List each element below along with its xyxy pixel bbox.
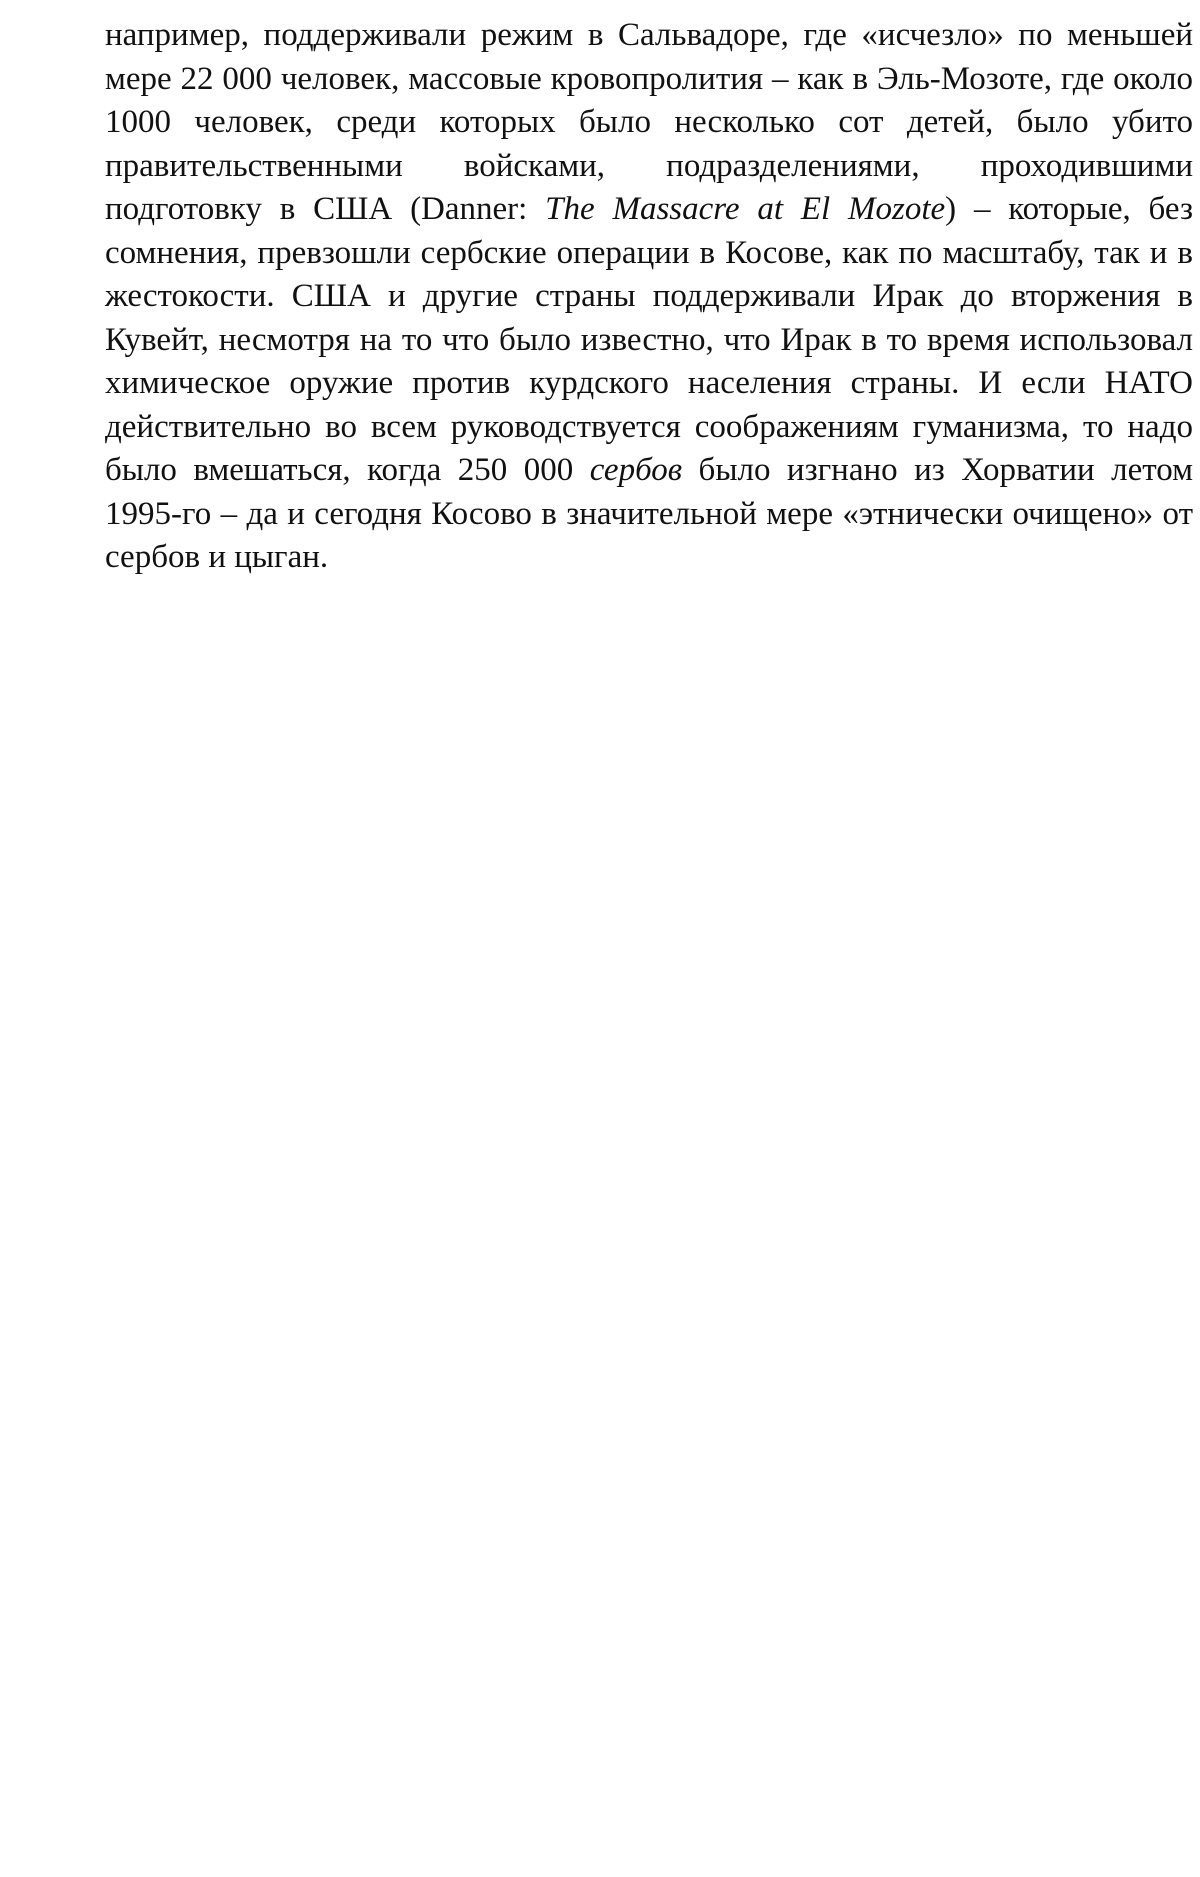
text-segment-3: было изгнано из Хорватии летом 1995-го – да и сегодня Косово в значительной мере «этнически очищено» от сербов и цыган. <box>105 452 1193 575</box>
body-paragraph <box>105 0 1193 580</box>
italic-book-title: The Massacre at El Mozote <box>545 191 946 227</box>
italic-serbs: сербов <box>589 452 683 488</box>
document-page <box>105 0 1193 1877</box>
text-segment-1: например, поддерживали режим в Сальвадоре, где «исчезло» по меньшей мере 22 000 человек, массовые кровопролития – как в Эль-Мозоте, где около 1000 человек, среди которых было несколько сот детей, было убито правительственными войсками, подразделениями, проходившими подготовку в США (Danner: <box>105 17 1193 227</box>
text-segment-2: ) – которые, без сомнения, превзошли сербские операции в Косове, как по масштабу, так и в жестокости. США и другие страны поддерживали Ирак до вторжения в Кувейт, несмотря на то что было известно, что Ирак в то время использовал химическое оружие против курдского населения страны. И если НАТО действительно во всем руководствуется соображениям гуманизма, то надо было вмешаться, когда 250 000 <box>105 191 1193 488</box>
